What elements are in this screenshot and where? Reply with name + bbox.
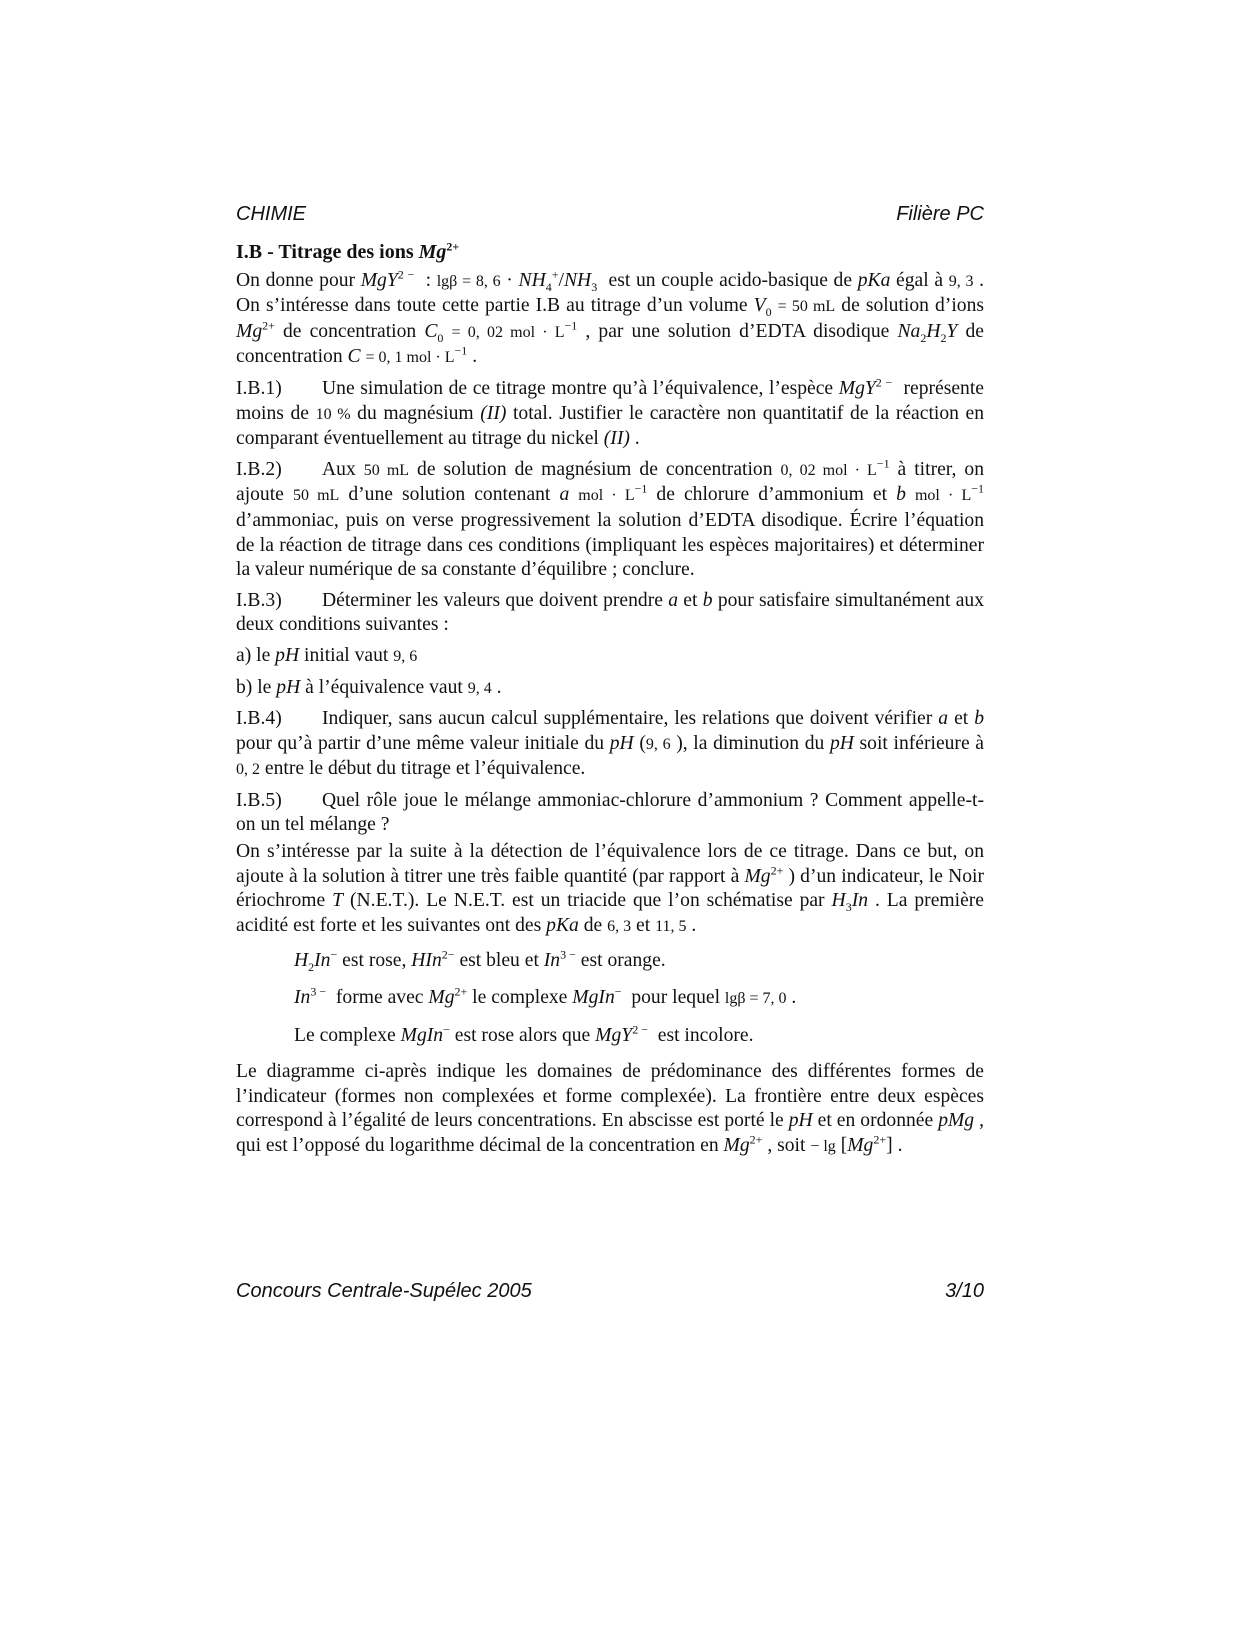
section-heading: I.B - Titrage des ions $Mg^{2+}$ — [236, 239, 460, 263]
item-label: b) — [236, 676, 253, 698]
footer-exam: Concours Centrale-Supélec 2005 — [236, 1280, 532, 1302]
question-ib4: I.B.4) Indiquer, sans aucun calcul supplémentaire, les relations que doivent vérifier a et b pour qu’à partir d’une même valeur initiale du pH (9, 6 ), la diminution du pH soit inférieure à 0, 2 entre le début du titrage et l’équivalence. — [236, 708, 985, 780]
question-label: I.B.1) — [236, 377, 282, 399]
question-label: I.B.3) — [236, 589, 282, 611]
question-ib3: I.B.3) Déterminer les valeurs que doivent prendre a et b pour satisfaire simultanément aux deux conditions suivantes : — [236, 589, 985, 636]
indicator-paragraph: On s’intéresse par la suite à la détection de l’équivalence lors de ce titrage. Dans ce but, on ajoute à la solution à titrer une très faible quantité (par rapport à $Mg^{2+}$ ) d’un indicateur, le Noir ériochrome T (N.E.T.). Le N.E.T. est un triacide que l’on schématise par $H_3In$ . La première acidité est forte et les suivantes ont des pKa de 6, 3 et 11, 5 . — [236, 841, 984, 936]
indicator-colors: $H_2In^-$ est rose, HIn$^{2-}$ est bleu et $In^{3 -}$ est orange. — [294, 947, 666, 975]
condition-b: b) le pH à l’équivalence vaut 9, 4 . — [236, 676, 502, 698]
complex-color: Le complexe MgIn− est rose alors que MgY$^{2 -}$ est incolore. — [294, 1022, 754, 1046]
intro-paragraph: On donne pour MgY$^{2 -}$ : lgβ = 8, $6 \cdot NH_4^+/NH_3$ est un couple acido-basique de pKa égal à 9, 3 . On s’intéresse dans toute cette partie I.B au titrage d’un volume $V_0 = 50$ mL de solution d’ions $Mg^{2+}$ de concentration $C_0 = 0$, 02 mol · $L^{-1}$ , par une solution d’EDTA disodique $Na_2H_2Y$ de concentration C = 0, 1 mol · $L^{-1}$ . — [236, 267, 985, 368]
question-label: I.B.4) — [236, 708, 282, 730]
item-label: a) — [236, 644, 252, 666]
section-title: I.B - Titrage des ions — [236, 241, 414, 263]
condition-a: a) le pH initial vaut 9, 6 — [236, 644, 418, 666]
document-body — [236, 240, 984, 1166]
header-track: Filière PC — [896, 203, 984, 225]
question-ib1: I.B.1) Une simulation de ce titrage montre qu’à l’équivalence, l’espèce MgY$^{2 -}$ représente moins de 10 % du magnésium (II) total. Justifier le caractère non quantitatif de la réaction en comparant éventuellement au titrage du nickel (II) . — [236, 375, 984, 450]
question-label: I.B.5) — [236, 789, 282, 811]
indicator-complex: $In^{3 -}$ forme avec $Mg^{2+}$ le complexe MgIn− pour lequel lgβ = 7, 0 . — [294, 984, 797, 1009]
diagram-paragraph: Le diagramme ci-après indique les domaines de prédominance des différentes formes de l’indicateur (formes non complexées et forme complexée). La frontière entre deux espèces correspond à l’égalité de leurs concentrations. En abscisse est porté le pH et en ordonnée pMg , qui est l’opposé du logarithme décimal de la concentration en $Mg^{2+}$ , soit − $\lg [Mg^{2+}]$ . — [236, 1061, 984, 1156]
footer-page-number: 3/10 — [945, 1280, 984, 1302]
question-ib5: I.B.5) Quel rôle joue le mélange ammoniac-chlorure d’ammonium ? Comment appelle-t-on un tel mélange ? — [236, 789, 984, 836]
question-label: I.B.2) — [236, 458, 282, 480]
header-subject: CHIMIE — [236, 203, 306, 225]
question-ib2: I.B.2) Aux 50 mL de solution de magnésium de concentration 0, 02 mol · $L^{-1}$ à titrer, on ajoute 50 mL d’une solution contenant a mol · $L^{-1}$ de chlorure d’ammonium et b mol · $L^{-1}$ d’ammoniac, puis on verse progressivement la solution d’EDTA disodique. Écrire l’équation de la réaction de titrage dans ces conditions (impliquant les espèces majoritaires) et déterminer la valeur numérique de sa constante d’équilibre ; conclure. — [236, 456, 985, 581]
